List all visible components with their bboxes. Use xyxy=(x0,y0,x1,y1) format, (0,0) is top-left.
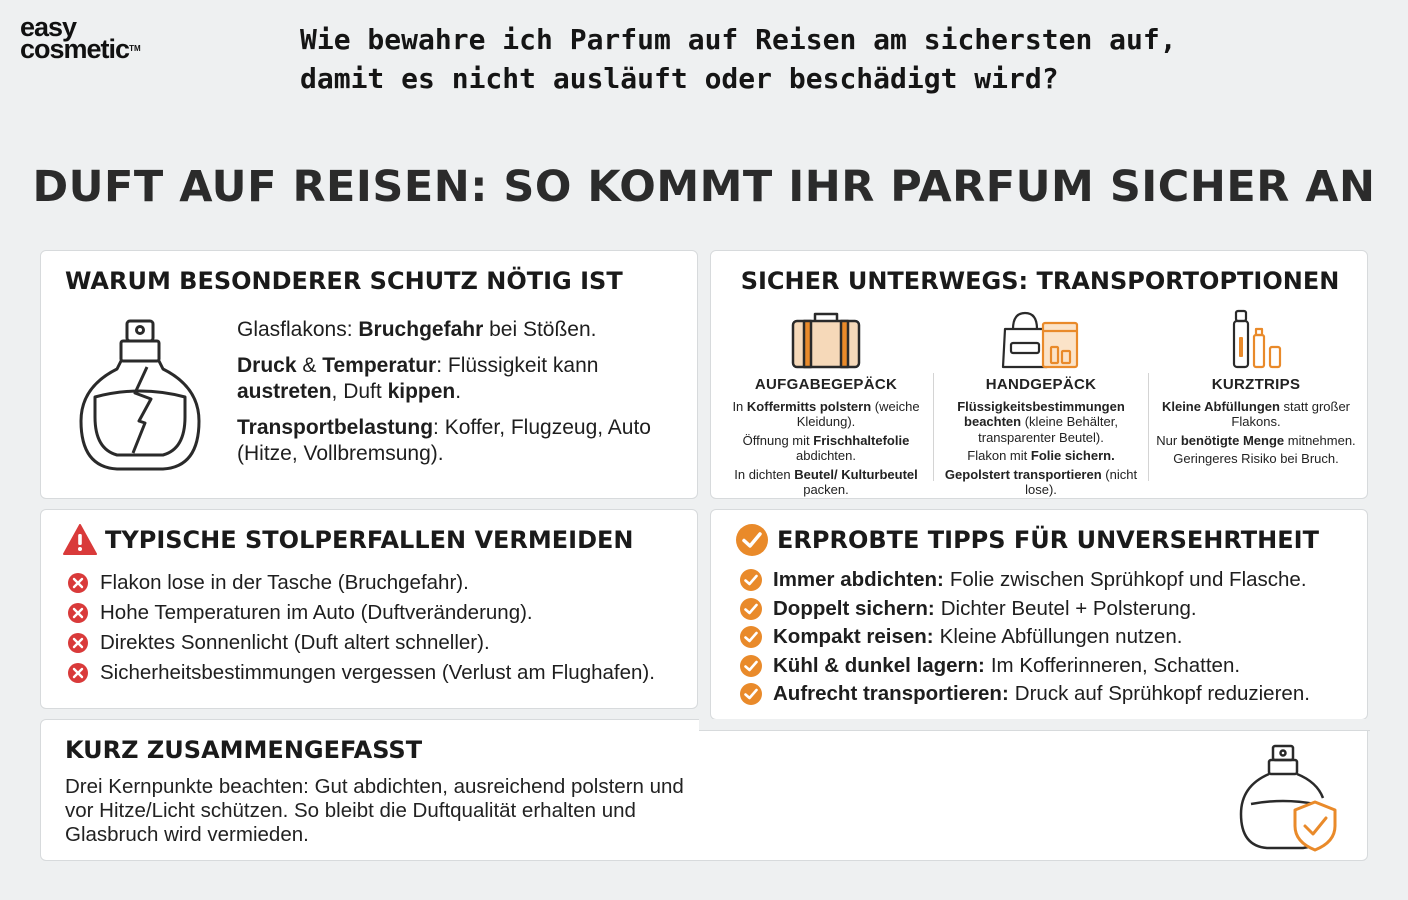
tip-bold: Doppelt sichern: xyxy=(773,596,935,620)
why-p2-d: : Flüssigkeit kann xyxy=(436,354,599,377)
why-p2-b: & xyxy=(296,354,323,377)
check-icon xyxy=(739,625,763,649)
tip-bold: Immer abdichten: xyxy=(773,568,944,591)
tip-text: Folie zwischen Sprühkopf und Flasche. xyxy=(949,568,1307,591)
transport-checked-l2b: Frischhaltefolie xyxy=(813,432,910,448)
transport-short-title: KURZTRIPS xyxy=(1211,376,1301,393)
transport-checked-l3b: Beutel/ Kulturbeutel xyxy=(794,466,918,482)
transport-checked-l2c: abdichten. xyxy=(796,448,856,463)
why-title: WARUM BESONDERER SCHUTZ NÖTIG IST xyxy=(65,267,623,295)
x-circle-icon xyxy=(67,602,89,624)
x-circle-icon xyxy=(67,632,89,654)
summary-text: Drei Kernpunkte beachten: Gut abdichten, ausreichend polstern und vor Hitze/Licht schützen. So bleibt die Duftqualität erhalten und Glasbruch wird vermieden. xyxy=(65,775,684,846)
transport-short-l1c: statt großer Flakons. xyxy=(1231,398,1351,429)
transport-checked-l2a: Öffnung mit xyxy=(742,432,814,448)
why-p1-a: Glasflakons: xyxy=(237,318,359,341)
why-p2-h: . xyxy=(455,380,462,403)
transport-option-hand xyxy=(934,307,1148,501)
tips-card xyxy=(710,509,1368,720)
question-heading: Wie bewahre ich Parfum auf Reisen am sichersten auf, damit es nicht ausläuft oder beschädigt wird? xyxy=(300,23,1177,95)
list-item xyxy=(739,680,1310,709)
brand-logo xyxy=(20,12,141,64)
transport-hand-l3b: Gepolstert transportieren xyxy=(944,466,1102,482)
tip-text: Im Kofferinneren, Schatten. xyxy=(990,653,1241,677)
x-circle-icon xyxy=(67,662,89,684)
list-item xyxy=(67,598,655,628)
pitfalls-title: TYPISCHE STOLPERFALLEN VERMEIDEN xyxy=(105,526,634,554)
page-title: DUFT AUF REISEN: SO KOMMT IHR PARFUM SICHER AN xyxy=(32,162,1376,212)
pitfall-text: Sicherheitsbestimmungen vergessen (Verlust am Flughafen). xyxy=(100,661,655,684)
pitfalls-list xyxy=(67,568,655,688)
summary-card xyxy=(40,719,1368,861)
transport-title: SICHER UNTERWEGS: TRANSPORTOPTIONEN xyxy=(740,267,1340,295)
pitfall-text: Direktes Sonnenlicht (Duft altert schneller). xyxy=(100,631,490,654)
pitfall-text: Hohe Temperaturen im Auto (Duftveränderung). xyxy=(100,601,533,624)
transport-short-l2a: Nur xyxy=(1156,432,1181,448)
suitcase-icon xyxy=(791,311,861,369)
logo-line1: easy xyxy=(20,12,77,42)
transport-option-checked xyxy=(719,307,933,501)
transport-hand-l2a: Flakon mit xyxy=(967,448,1031,463)
summary-title: KURZ ZUSAMMENGEFASST xyxy=(65,736,423,764)
why-p1-b: Bruchgefahr xyxy=(358,318,484,341)
transport-checked-l3a: In dichten xyxy=(734,466,795,482)
why-p1-c: bei Stößen. xyxy=(483,318,597,341)
list-item xyxy=(739,623,1310,652)
perfume-shield-icon xyxy=(1237,742,1341,852)
check-icon xyxy=(739,597,763,621)
pitfall-text: Flakon lose in der Tasche (Bruchgefahr). xyxy=(100,571,469,594)
tip-bold: Kühl & dunkel lagern: xyxy=(773,653,985,677)
list-item xyxy=(67,628,655,658)
why-p3-a: Transportbelastung xyxy=(237,416,434,439)
tip-bold: Kompakt reisen: xyxy=(773,625,934,648)
transport-checked-title: AUFGABEGEPÄCK xyxy=(754,376,898,393)
card-notch xyxy=(699,719,1370,731)
list-item xyxy=(67,658,655,688)
why-card xyxy=(40,250,698,499)
check-circle-icon xyxy=(735,523,769,557)
logo-trademark: TM xyxy=(129,44,141,53)
x-circle-icon xyxy=(67,572,89,594)
transport-checked-l1a: In xyxy=(732,398,747,414)
why-p2-a: Druck xyxy=(237,354,297,377)
transport-hand-l1c: (kleine Behälter, transparenter Beutel). xyxy=(978,414,1118,445)
transport-hand-l1b: Flüssigkeitsbestimmungen beachten xyxy=(957,398,1125,429)
why-p3-b: : Koffer, Flugzeug, Auto (Hitze, Vollbremsung). xyxy=(237,416,651,465)
tip-text: Dichter Beutel + Polsterung. xyxy=(940,596,1197,620)
check-icon xyxy=(739,682,763,706)
transport-hand-title: HANDGEPÄCK xyxy=(985,376,1097,393)
tips-title: ERPROBTE TIPPS FÜR UNVERSEHRTHEIT xyxy=(777,526,1319,554)
pitfalls-card xyxy=(40,509,698,709)
transport-card xyxy=(710,250,1368,499)
travel-spray-icon xyxy=(1228,309,1284,369)
check-icon xyxy=(739,568,763,592)
tip-text: Kleine Abfüllungen nutzen. xyxy=(939,625,1183,648)
list-item xyxy=(739,652,1310,681)
transport-checked-l3c: packen. xyxy=(803,482,849,497)
tip-bold: Aufrecht transportieren: xyxy=(773,682,1009,705)
why-p2-e: austreten xyxy=(237,380,332,403)
broken-perfume-bottle-icon xyxy=(77,317,203,473)
warning-icon xyxy=(63,524,97,556)
list-item xyxy=(739,595,1310,624)
why-p2-g: kippen xyxy=(387,380,456,403)
transport-short-l2b: benötigte Menge xyxy=(1180,432,1285,448)
list-item xyxy=(739,566,1310,595)
list-item xyxy=(67,568,655,598)
tips-list xyxy=(739,566,1310,709)
logo-line2: cosmetic xyxy=(20,34,130,64)
transport-hand-l3c: (nicht lose). xyxy=(1025,466,1138,497)
check-icon xyxy=(739,654,763,678)
transport-hand-l2b: Folie sichern. xyxy=(1030,448,1115,463)
tip-text: Druck auf Sprühkopf reduzieren. xyxy=(1014,682,1310,705)
why-p2-f: , Duft xyxy=(331,380,388,403)
transport-short-l1b: Kleine Abfüllungen xyxy=(1161,398,1280,414)
why-p2-c: Temperatur xyxy=(322,354,437,377)
transport-short-l2c: mitnehmen. xyxy=(1284,432,1356,448)
transport-checked-l1b: Koffermitts polstern xyxy=(746,398,872,414)
handbag-icon xyxy=(1001,309,1081,369)
transport-short-l3a: Geringeres Risiko bei Bruch. xyxy=(1173,451,1339,466)
transport-option-short xyxy=(1149,307,1363,470)
transport-checked-l1c: (weiche Kleidung). xyxy=(796,398,920,429)
